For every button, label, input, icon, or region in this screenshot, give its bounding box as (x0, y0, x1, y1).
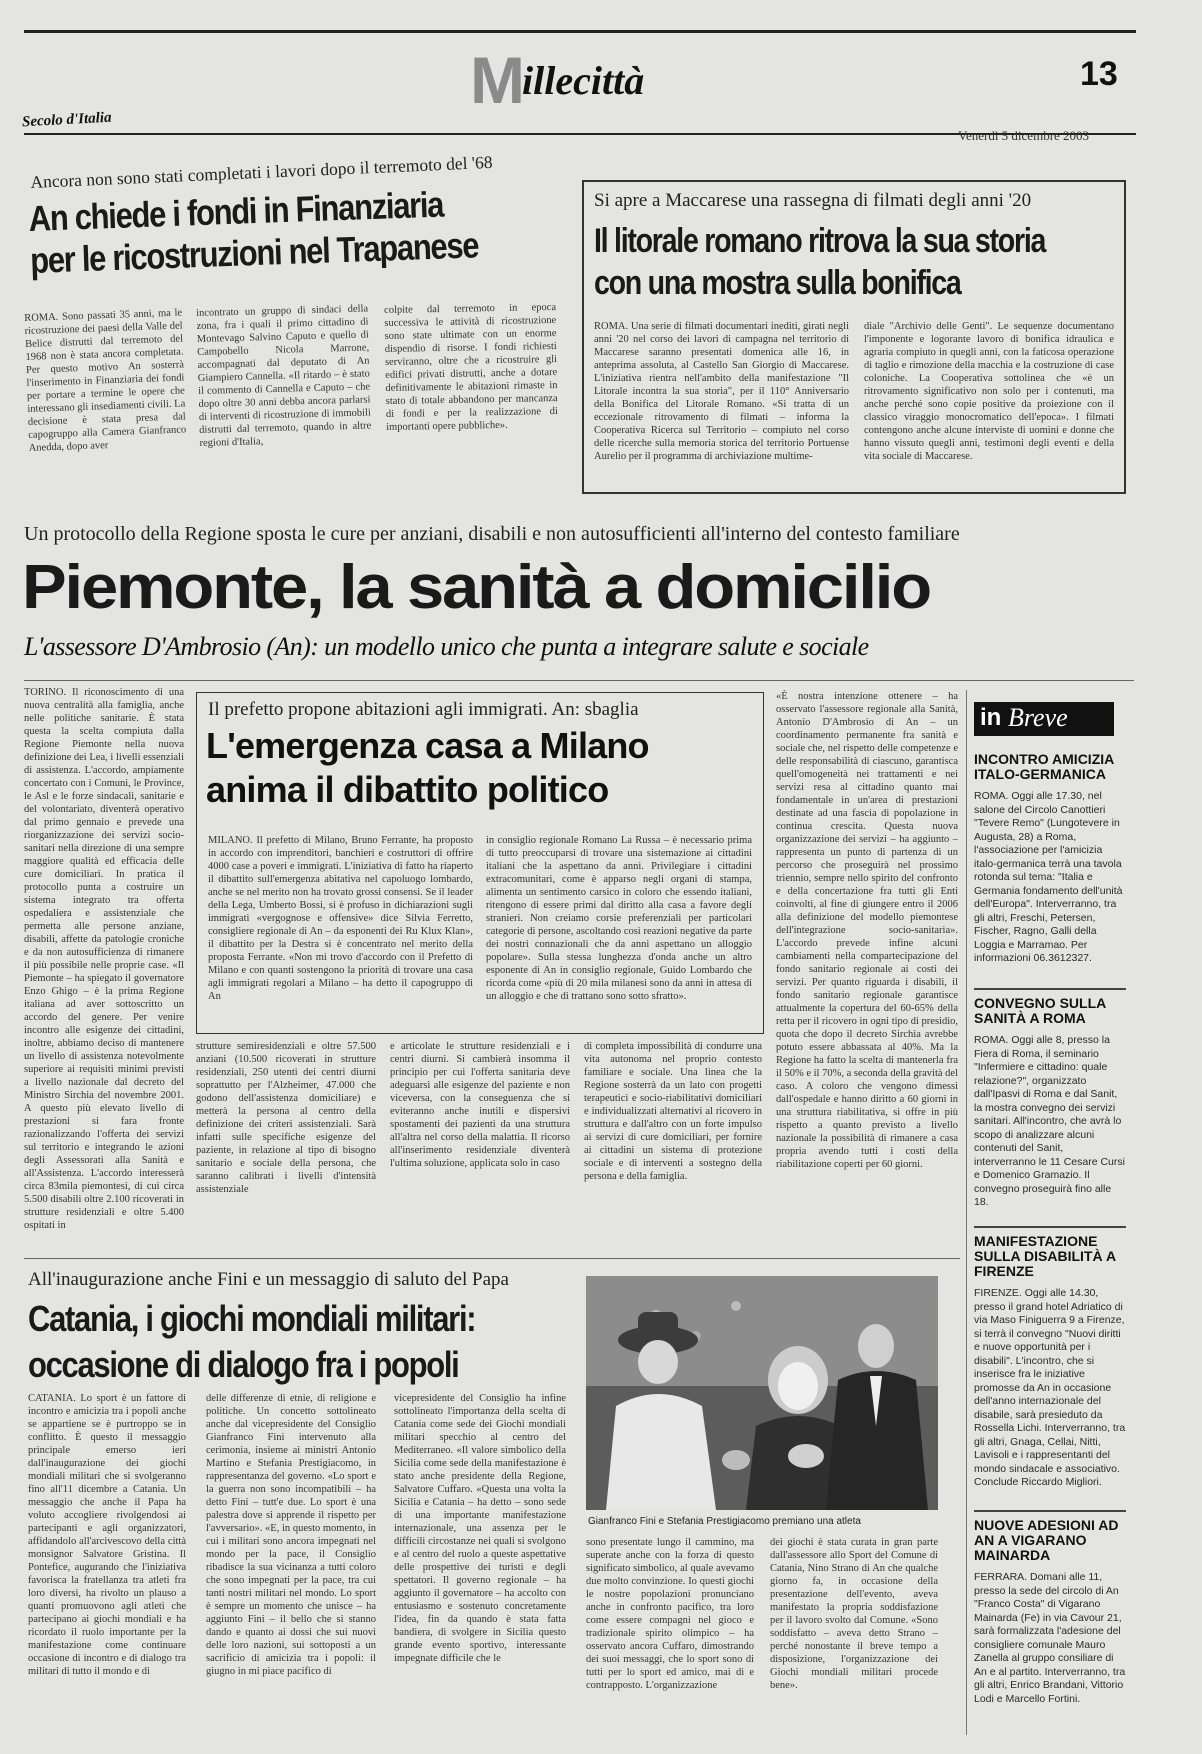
sidebar-divider (966, 690, 967, 1735)
article5-col5: dei giochi è stata curata in gran parte dall'assessore allo Sport del Comune di Catania, Nino Strano di An che qualche giorno fa, in occasione della presentazione dell'evento, aveva manifestato la propria soddisfazione per il lavoro svolto dal Comune. «Sono soddisfatto – aveva detto Strano – perché nonostante il breve tempo a disposizione, l'organizzazione dei Giochi mondiali militari procede bene». (770, 1537, 938, 1691)
article3-col2: strutture semiresidenziali e oltre 57.500 anziani (10.500 ricoverati in strutture residenziali, 250 utenti dei centri diurni soprattutto per l'Alzheimer, 47.000 che godono dell'assistenza domiciliare) e metterà la persona al centro della definizione dei criteri assistenziali. Sarà infatti sulle specifiche esigenze del paziente, in relazione al tipo di bisogno sanitario e sociale della persona, che saranno calibrati i livelli d'intensità assistenziale (196, 1041, 376, 1195)
article5-col3: vicepresidente del Consiglio ha infine sottolineato l'importanza della scelta di Catania come sede dei Giochi mondiali militari specchio al centro del Mediterraneo. «Il valore simbolico della Sicilia come sede della manifestazione è stato anche presidente della Regione, Salvatore Cuffaro. «Questa una volta la Sicilia e Catania – ha detto – sono sede di una importante manifestazione internazionale, una assenza per le difficili circostanze nei quali si svolgono e al centro del ruolo a queste aspettative delle prospettive dei turisti e degli spettatori. Il governo regionale – ha aggiunto il governatore – ha accolto con entusiasmo e sostenuto concretamente l'idea, fin da quando è stata fatta bandiera, di svolgere in Sicilia questo grande evento sportivo, interessante impegnate difficile che le (394, 1393, 566, 1664)
article4-title-line2: anima il dibattito politico (206, 769, 609, 810)
newspaper-name: Secolo d'Italia (21, 109, 112, 131)
article5-headline (28, 1296, 598, 1388)
brief-text: FIRENZE. Oggi alle 14.30, presso il grand hotel Adriatico di via Maso Finiguerra 9 a Firenze, si terrà il convegno "Nuovi diritti e nuove opportunità per i disabili". L'incontro, che si inserisce fra le iniziative promosse da An in occasione dell'anno internazionale del disabile, sarà presieduto da Rossella Lichi. Interverranno, tra gli altri, Gnaga, Cellai, Nitti, Lavisoli e i rappresentanti del mondo sindacale e associativo. Conclude Riccardo Migliori. (974, 1287, 1126, 1488)
top-rule (24, 30, 1136, 33)
article4-headline (206, 724, 766, 812)
article4-col2: in consiglio regionale Romano La Russa – è necessario prima di tutto preoccuparsi di trovare una sistemazione ai cittadini italiani che la aspettano da anni. Privilegiare i cittadini extracomunitari, come è apparso negli organi di stampa, alimenta un sentimento carsico in coloro che essendo italiani, ritengono di essere primi dal diritto alla casa a favore degli stranieri. Non creiamo corsie preferenziali per particolari categorie di persone, ascoltando così reazioni negative da parte dei nostri connazionali che da anni aspettano un alloggio popolare». Sulla stessa lunghezza d'onda anche un altro esponente di An in consiglio regionale, Guido Lombardo che ricorda come «più di 20 mila milanesi sono da anni in attesa di un alloggio e che di trattano sono sotto sfratto». (486, 835, 752, 1002)
article2-title-line1: Il litorale romano ritrova la sua storia (594, 222, 1046, 260)
section-logo (470, 43, 730, 117)
brief-divider (974, 988, 1126, 990)
article1-headline (28, 179, 571, 282)
article5-rule (24, 1258, 960, 1259)
page-number: 13 (1080, 55, 1118, 93)
article3-col3: e articolate le strutture residenziali e i centri diurni. Si cambierà insomma il principio per cui l'offerta sanitaria deve adeguarsi alle esigenze del paziente e non viceversa, con la conseguenza che si eviteranno anche inutili e dispersivi spostamenti dei pazienti da una struttura all'altra nel corso della malattia. Il ricorso all'inserimento residenziale diventerà l'ultima soluzione, applicata solo in caso (390, 1041, 570, 1169)
article2-col1: ROMA. Una serie di filmati documentari inediti, girati negli anni '20 nel corso dei lavori di campagna nel territorio di Maccarese saranno presentati domenica alle 16, in anteprima assoluta, al Castello San Giorgio di Maccarese. L'iniziativa rientra nell'ambito della manifestazione "Il Litorale incontra la sua storia", per il 110° Anniversario della Bonifica del Litorale Romano. «Si tratta di un eccezionale ritrovamento di filmati – informa la Cooperativa Ricerca sul Territorio – compiuto nel corso delle ricerche sulla memoria storica del territorio Portuense Aurelio per il programma di archiviazione multime- (594, 321, 849, 462)
article2-headline (594, 220, 1134, 304)
brief-item (974, 996, 1126, 1212)
brief-title: MANIFESTAZIONE SULLA DISABILITÀ A FIRENZE (974, 1233, 1116, 1279)
article1-col3: colpite dal terremoto in epoca successiva le attività di ricostruzione sono state ultimate con un enorme dispendio di risorse. I fondi richiesti serviranno, oltre che a ricostruire gli edifici privati distrutti, anche a dotare definitivamente le abitazioni rimaste in stato di totale abbandono per mancanza di fondi e per la realizzazione di importanti opere pubbliche». (384, 301, 558, 433)
article3-kicker: Un protocollo della Regione sposta le cure per anziani, disabili e non autosufficienti all'interno del contesto familiare (24, 523, 960, 545)
brief-title: NUOVE ADESIONI AD AN A VIGARANO MAINARDA (974, 1517, 1119, 1563)
logo-letter: M (470, 43, 523, 117)
article3-subtitle: L'assessore D'Ambrosio (An): un modello unico che punta a integrare salute e sociale (24, 632, 869, 661)
article5-col4: sono presentate lungo il cammino, ma superate anche con la forza di questo significato simbolico, al quale avevamo due molto convinzione. Io questi giochi le nostre popolazioni pronunciano anche in confronto pacifico, tra loro come essere compagni nel gioco e tradizionale spirito olimpico – ha osservato ancora Cuffaro, dimostrando dei suoi messaggi, che lo sport sono di tutti per lo sport ed amico, mai di e contrapposto. L'organizzazione (586, 1537, 754, 1691)
article3-col1: TORINO. Il riconoscimento di una nuova centralità alla famiglia, anche nelle politiche sanitarie. È stata questa la scelta compiuta dalla Regione Piemonte nella nuova definizione dei Lea, i livelli essenziali di assistenza. L'accordo, ampiamente concertato con i Comuni, le Province, le Asl e le forze sindacali, sanitarie e del volontariato, diventerà operativo dal primo gennaio e prevede una riorganizzazione dei servizi socio-sanitari nella direzione di una sempre maggiore qualità ed efficacia delle cure domiciliari. In pratica il protocollo punta a costruire un sistema integrato tra offerta ospedaliera e assistenziale che permetta alle persone anziane, disabili, affette da patologie croniche e da non autosufficienza di rimanere il più possibile nelle proprie case. «Il Piemonte – ha spiegato il governatore Enzo Ghigo – è la prima Regione italiana ad aver sottoscritto un accordo del genere. Per venire incontro alle esigenze dei cittadini, inoltre, abbiamo deciso di mantenere un livello di assistenza notevolmente superiore ai requisiti minimi previsti a livello nazionale dal decreto del Ministro Sirchia del novembre 2001. A questo più elevato livello di prestazioni si fara fronte razionalizzando l'offerta dei servizi sul territorio e integrando le azioni degli Assessorati alla Sanità e all'Assistenza. L'accordo interesserà circa 83mila piemontesi, di cui circa 5.500 disabili oltre 2.100 ricoverati in strutture residenziali e oltre 5.400 ospitati in (24, 687, 184, 1231)
inbreve-label (974, 702, 1114, 736)
brief-text: ROMA. Oggi alle 8, presso la Fiera di Roma, il seminario "Infermiere e cittadino: quale relazione?", organizzato dall'Ipasvi di Roma e dal Sanit, la mostra convegno dei servizi sanitari. All'incontro, che avrà lo scopo di analizzare alcuni contenuti del Sanit, interverranno le 11 Cesare Cursi e Domenico Gramazio. Il convegno proseguirà fino alle 18. (974, 1034, 1125, 1208)
brief-item (974, 752, 1126, 966)
brief-text: ROMA. Oggi alle 17.30, nel salone del Circolo Canottieri "Tevere Remo" (Lungotevere in Augusta, 28) a Roma, l'associazione per l'amicizia italo-germanica terrà una tavola rotonda sul tema: "Italia e Germania fondamento dell'unità dell'Europa". Interverranno, tra gli altri, Freschi, Petersen, Fischer, Ragno, Galli della Loggia e Marramao. Per informazioni 06.3612327. (974, 790, 1123, 964)
brief-divider (974, 1226, 1126, 1228)
photo-caption: Gianfranco Fini e Stefania Prestigiacomo premiano una atleta (588, 1516, 861, 1527)
brief-item (974, 1234, 1126, 1523)
inbreve-in: in (980, 704, 1002, 731)
brief-title: INCONTRO AMICIZIA ITALO-GERMANICA (974, 751, 1114, 782)
brief-item (974, 1518, 1126, 1721)
brief-divider (974, 1510, 1126, 1512)
article4-col1: MILANO. Il prefetto di Milano, Bruno Ferrante, ha proposto in accordo con imprenditori, banchieri e costruttori di offrire 4000 case a poveri e immigrati. L'iniziativa di fatto ha riaperto il dibattito sull'emergenza abitativa nel capoluogo lombardo, anche se nel merito non ha trovato grossi consensi. Se il leader della Lega, Umberto Bossi, si è profuso in dichiarazioni sugli immigrati «vergognose e offensive» dice Silvia Ferretto, consigliere regionale di An – da esponenti dei Ru Klux Klan», il dibattito per la Destra si è concentrato nel merito della proposta Ferrante. «Non mi trovo d'accordo con il Prefetto di Milano e con quanti sostengono la priorità di trovare una casa agli immigrati regolari a Milano – ha detto il capogruppo di An (208, 835, 473, 1002)
article5-title-line1: Catania, i giochi mondiali militari: (28, 1298, 476, 1339)
section-name: illecittà (522, 58, 645, 103)
photo-illustration (586, 1276, 938, 1510)
brief-title: CONVEGNO SULLA SANITÀ A ROMA (974, 995, 1106, 1026)
article1-title-line1: An chiede i fondi in Finanziaria (28, 183, 444, 239)
article5-col2: delle differenze di etnie, di religione e politiche. Un concetto sottolineato anche dal vicepresidente del Consiglio Gianfranco Fini intervenuto alla cerimonia, insieme ai ministri Antonio Martino e Stefania Prestigiacomo, in rappresentanza del governo. «Lo sport e la guerra non sono incompatibili – ha detto Fini – tutt'e due. Lo sport è una palestra dove si apprende il rispetto per l'avversario». «E, in questo momento, in cui i militari sono ancora impegnati nel mondo per la pace, il Consiglio ribadisce la sua vicinanza a tutti coloro che sono impegnati per la pace, tra cui tanti nostri militari nel mondo. Lo sport è sempre un momento che unisce – ha aggiunto Fini – il bello che si stanno dando e quanto ai dossi che sui nuovi delle loro nazioni, sui sottoposti a un sacrificio di amicizia tra i popoli: il giugno in mi piace pacifico di (206, 1393, 376, 1677)
brief-text: FERRARA. Domani alle 11, presso la sede del circolo di An "Franco Costa" di Vigarano Mainarda (Fe) in via Cavour 21, sarà formalizzata l'adesione del consigliere comunale Mauro Zanella al gruppo consiliare di An e al partito. Interverranno, tra gli altri, Enrico Brandani, Vittorio Lodi e Marcello Fortini. (974, 1571, 1126, 1705)
article3-title: Piemonte, la sanità a domicilio (22, 553, 930, 622)
article5-title-line2: occasione di dialogo fra i popoli (28, 1344, 459, 1385)
article3-col4: di completa impossibilità di condurre una vita autonoma nel proprio contesto familiare e sociale. Una linea che la Regione sosterrà da un lato con progetti terapeutici e socio-riabilitativi domiciliari e individualizzati alternativi al ricovero in struttura e dall'altro con un forte impulso ai servizi di cure domiciliari, per fornire ai cittadini un sistema di protezione sociale e di interventi a sostegno della persona e della famiglia. (584, 1041, 762, 1182)
article4-kicker: Il prefetto propone abitazioni agli immigrati. An: sbaglia (208, 699, 639, 720)
article2-col2: diale "Archivio delle Genti". Le sequenze documentano l'imponente e logorante lavoro di bonifica idraulica e agraria compiuto in quegli anni, con la faticosa operazione di taglio e rimozione della macchia e la costruzione di case coloniche. La Cooperativa sottolinea che «è un ritrovamento significativo non solo per i contenuti, ma anche perché sono copie positive da proiezione con il classico viraggio monocromatico dell'epoca». I filmati contengono anche alcune interviste di uomini e donne che hanno vissuto quegli anni, testimoni degli eventi e della vita sociale di Maccarese. (864, 321, 1114, 462)
inbreve-breve: Breve (1008, 703, 1068, 732)
article1-col2: incontrato un gruppo di sindaci della zona, fra i quali il primo cittadino di Montevago Salvino Caputo e quello di Campobello Nicola Marrone, accompagnati dal deputato di An Giampiero Cannella. «Il ritardo – è stato il commento di Cannella e Caputo – che dopo oltre 30 anni debba ancora parlarsi di interventi di ricostruzione di immobili distrutti dal terremoto, quando in altre regioni d'Italia, (196, 303, 372, 449)
article4-title-line1: L'emergenza casa a Milano (206, 725, 649, 766)
article2-title-line2: con una mostra sulla bonifica (594, 264, 961, 302)
article5-kicker: All'inaugurazione anche Fini e un messaggio di saluto del Papa (28, 1269, 509, 1290)
article1-col1: ROMA. Sono passati 35 anni, ma le ricostruzione dei paesi della Valle del Belice distrutti dal terremoto del 1968 non è stata ancora completata. Per questo motivo An sosterrà l'inserimento in Finanziaria dei fondi per portare a termine le opere che interessano gli insediamenti civili. La decisione è stata presa dal capogruppo alla Camera Gianfranco Anedda, dopo aver (24, 307, 187, 454)
article3-rule (24, 680, 1134, 681)
publication-date: Venerdì 5 dicembre 2003 (958, 128, 1090, 143)
article5-col1: CATANIA. Lo sport è un fattore di incontro e amicizia tra i popoli anche se appartiene se è purtroppo se in conflitto. È questo il messaggio principale emerso ieri dall'inaugurazione dei giochi mondiali militari che si svolgeranno fino all'11 dicembre a Catania. Un messaggio che anche il Papa ha voluto accogliere rivolgendosi ai partecipanti e agli organizzatori, affidandolo all'arcivescovo della città monsignor Salvatore Gristina. Il Pontefice, augurando che l'iniziativa favorisca la fratellanza tra atleti fra loro diversi, ha rivolto un plauso a quanti promuovono agli atleti che partecipano ai giochi mondiali e ha ricordato il ruolo importante per la manifestazione come continuare occasione di incontro e di dialogo tra militari di tutto il mondo e di (28, 1393, 186, 1677)
article1-title-line2: per le ricostruzioni nel Trapanese (29, 224, 479, 281)
article1-kicker: Ancora non sono stati completati i lavori dopo il terremoto del '68 (30, 151, 493, 192)
article2-kicker: Si apre a Maccarese una rassegna di filmati degli anni '20 (594, 190, 1032, 211)
article3-col5: «È nostra intenzione ottenere – ha osservato l'assessore regionale alla Sanità, Antonio D'Ambrosio di An – un coordinamento permanente fra sanità e sociale che, nel rispetto delle competenze e delle responsabilità di ciascuno, garantisca quell'omogeneità nei trattamenti e nei servizi resa al cittadino quanto mai fondamentale in un'area di prestazioni destinate ad una fascia di popolazione in continua crescita. Questa nuova organizzazione dei servizi – ha aggiunto – rappresenta un punto di partenza di un percorso che proseguirà nel prossimo triennio, sempre nello spirito del confronto e della concertazione fra tutti gli Enti coinvolti, al fine di giungere entro il 2006 alla definizione del modello piemontese dell'integrazione socio-sanitaria». L'accordo prevede infine alcuni cambiamenti nella compartecipazione del fondo sanitario regionale ai costi dei servizi. Per quanto riguarda i disabili, il fondo sanitario regionale garantisce attualmente la copertura del 60-65% della retta per il ricovero in ogni tipo di presidio, quota che dopo il decreto Sirchia avrebbe potuto essere abbassata al 40%. Ma la Regione ha fatto la scelta di mantenerla fra il 50% e il 70%, a seconda della gravità del caso. A coloro che vengono dimessi dall'ospedale e hanno diritto a 60 giorni in una struttura riabilitativa, si offre in più rispetto a quanto previsto a livello nazionale la possibilità di rimanere a casa propria avendo tutti i costi della riabilitazione coperti per 60 giorni. (776, 691, 958, 1170)
news-photo (586, 1276, 938, 1510)
